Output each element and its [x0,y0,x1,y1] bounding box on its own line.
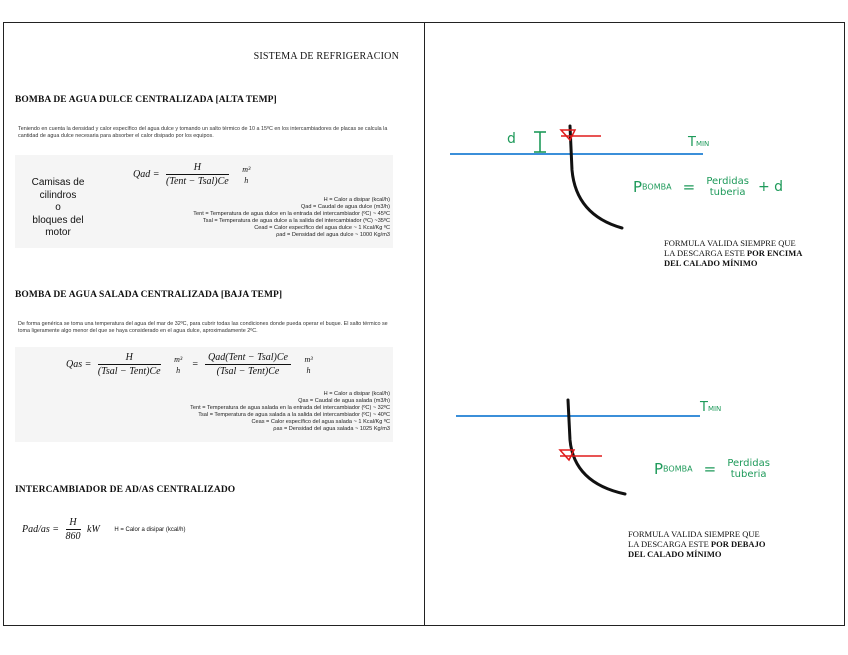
d-label: d [507,131,516,147]
formula-numerator: H [166,162,229,175]
legend-line: Ceas = Calor específico del agua salada ~ 1 Kcal/Kg ºC [251,418,390,425]
tmin-subscript: MIN [707,405,722,413]
legend-line: ρad = Densidad del agua dulce ~ 1000 Kg/m3 [276,231,390,238]
unit-denominator: h [176,365,181,375]
eq-rhs [706,176,749,198]
eq-lhs: P [633,178,643,196]
legend-line: H = Calor a disipar (kcal/h) [323,197,390,203]
tmin-letter: T [700,400,708,415]
legend-line: Qas = Caudal de agua salada (m3/h) [298,397,390,404]
eq-lhs: P [654,460,664,478]
section-title-heat-exchanger: INTERCAMBIADOR DE AD/AS CENTRALIZADO [15,485,236,495]
tmin-letter: T [688,135,696,150]
formula-lhs: Qas = [66,358,92,370]
tmin-label-1 [688,135,709,150]
note-line: FORMULA VALIDA SIEMPRE QUE [664,238,796,248]
legend-line: Tent = Temperatura de agua salada en la entrada del intercambiador (ºC) ~ 32ºC [190,404,390,411]
formula-numerator: H [98,352,161,365]
document-header: SISTEMA DE REFRIGERACION [253,51,399,62]
motor-label-line: cilindros [39,189,77,201]
pump-pressure-equation-2 [654,458,770,480]
section-title-salt-water-pump: BOMBA DE AGUA SALADA CENTRALIZADA [BAJA TEMP] [15,290,283,300]
unit-numerator: m³ [304,354,313,364]
legend-line: Tsal = Temperatura de agua salada a la salida del intercambiador (ºC) ~ 40ºC [198,411,390,418]
discharge-marker-1 [561,130,575,140]
legend-line: Cead = Calor específico del agua dulce ~ 1 Kcal/Kg ºC [254,224,390,231]
formula-unit: kW [87,523,100,535]
unit-numerator: m³ [242,164,251,174]
formula-denominator: (Tsal − Tent)Ce [97,366,161,377]
formula-numerator: Qad(Tent − Tsal)Ce [205,352,291,365]
unit-denominator: h [244,175,249,185]
unit-denominator: h [306,365,311,375]
tmin-label-2 [700,400,721,415]
eq-rhs-bottom: tuberia [730,469,767,480]
formula-denominator: (Tsal − Tent)Ce [216,366,280,377]
pump-pressure-equation-1 [633,176,783,198]
formula-denominator: (Tent − Tsal)Ce [165,176,229,187]
formula-numerator: H [66,517,81,530]
note-bold: POR DEBAJO [710,539,766,549]
salt-water-paragraph: De forma genérica se toma una temperatura del agua del mar de 32ºC, para cubrir todas las condiciones donde pueda operar el buque. El salto térmico se toma ligeramente algo menor del que se haya considerado en el agua dulce, aproximadamente 2ºC. [18,321,388,334]
legend-line: ρas = Densidad del agua salada ~ 1025 Kg/m3 [273,425,390,432]
legend-line: Tsal = Temperatura de agua dulce a la salida del intercambiador (ºC) ~35ºC [202,217,390,224]
motor-label-line: o [55,202,61,213]
tmin-subscript: MIN [695,140,710,148]
note-bold: POR ENCIMA [746,248,803,258]
legend-line: Tent = Temperatura de agua dulce en la entrada del intercambiador (ºC) ~ 45ºC [193,210,390,217]
formula-lhs: Qad = [133,168,160,180]
note-line: LA DESCARGA ESTE [664,248,747,258]
eq-plus-d: + d [758,179,784,195]
motor-label-line: bloques del [32,214,84,226]
note-bold: DEL CALADO MÍNIMO [664,258,758,268]
note-line: FORMULA VALIDA SIEMPRE QUE [628,529,760,539]
formula-denominator: 860 [65,531,81,542]
unit-numerator: m³ [174,354,183,364]
formula-lhs: Pad/as = [22,523,60,535]
hull-curve-2 [568,400,625,494]
eq-rhs-bottom: tuberia [709,187,746,198]
legend-line: Qad = Caudal de agua dulce (m3/h) [300,203,390,210]
d-dimension-icon [534,132,546,152]
formula-validity-note-1 [664,238,802,268]
section-title-fresh-water-pump: BOMBA DE AGUA DULCE CENTRALIZADA [ALTA TEMP] [15,95,277,105]
eq-rhs-top: Perdidas [706,176,749,187]
eq-equals: = [703,460,717,478]
eq-rhs-top: Perdidas [727,458,770,469]
motor-label-line: motor [45,227,71,238]
fresh-water-paragraph: Teniendo en cuenta la densidad y calor específico del agua dulce y tomando un salto térmico de 10 a 15ºC en los intercambiadores de placas se calcula la cantidad de agua dulce necesaria para absorber el calor disipado por los equipos. [18,126,388,139]
legend-line: H = Calor a disipar (kcal/h) [323,391,390,397]
note-line: LA DESCARGA ESTE [628,539,711,549]
eq-lhs-sub: BOMBA [663,464,693,474]
salt-water-flow-formula: Qas = $\frac{H}{\text{(Tsal − Tent)Ce}}$ m³ h = $\frac{\text{Qad(Tent − Tsal)Ce}}{\text{(Tsal − Tent)Ce}}$ m³ h [66,352,320,377]
eq-rhs [727,458,770,480]
eq-lhs-sub: BOMBA [642,182,672,192]
motor-label-line: Camisas de [31,177,85,188]
formula-validity-note-2 [628,529,765,559]
eq-equals: = [682,178,696,196]
formula-note: H = Calor a disipar (kcal/h) [114,526,186,533]
hull-curve-1 [570,126,622,228]
note-bold: DEL CALADO MÍNIMO [628,549,722,559]
